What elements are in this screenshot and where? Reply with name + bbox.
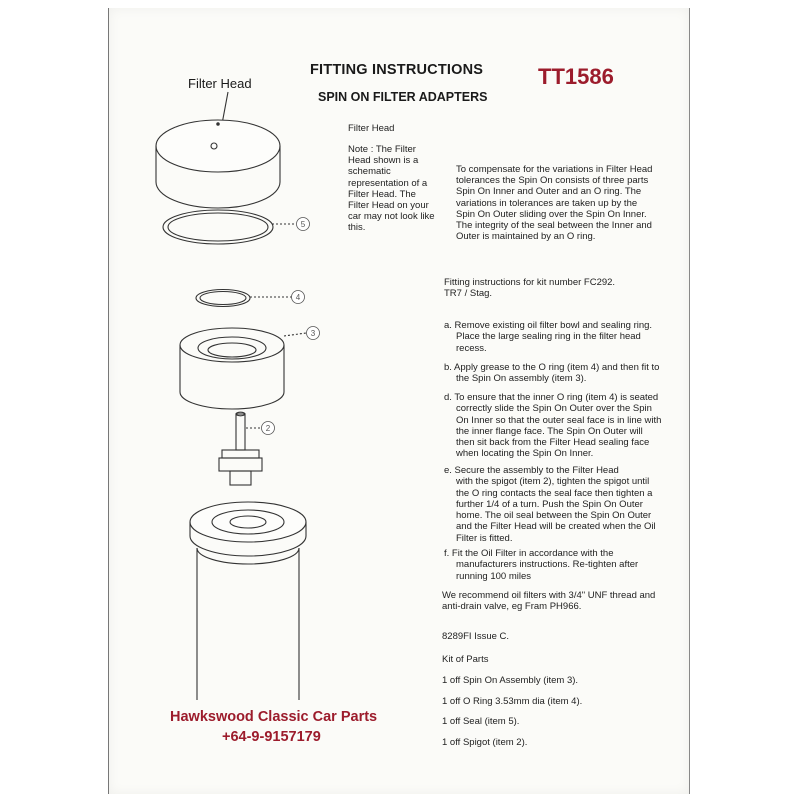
compensate-line: To compensate for the variations in Filter Head	[456, 164, 653, 175]
step-d-line: the inner flange face. The Spin On Outer will	[456, 425, 643, 437]
note-line: schematic	[348, 166, 391, 178]
kit-item: 1 off O Ring 3.53mm dia (item 4).	[442, 696, 583, 707]
spin-on-assembly-item-3-drawing	[180, 328, 306, 409]
filter-head-diagram-label: Filter Head	[188, 76, 252, 91]
part-code-label: TT1586	[538, 64, 614, 89]
step-a-line: recess.	[456, 342, 487, 354]
step-e-line: and the Filter Head will be created when the Oil	[456, 521, 656, 533]
callout-2-label: 2	[265, 424, 271, 433]
compensate-line: Outer is maintained by an O ring.	[456, 231, 596, 243]
kit-item: 1 off Seal (item 5).	[442, 716, 520, 727]
step-d-line: correctly slide the Spin On Outer over the Spin	[456, 403, 652, 415]
filter-head-drawing	[156, 120, 280, 208]
label-leader-line	[222, 92, 228, 124]
issue-label: 8289FI Issue C.	[442, 631, 510, 642]
recommendation	[442, 590, 655, 612]
note-heading: Filter Head	[348, 123, 395, 134]
step-f-line: f. Fit the Oil Filter in accordance with the	[444, 548, 614, 559]
recommendation-line: anti-drain valve, eg Fram PH966.	[442, 601, 582, 613]
step-e-line: further 1/4 of a turn. Push the Spin On Outer	[456, 498, 643, 510]
callout-3-label: 3	[310, 329, 316, 338]
step-e-line: home. The oil seal between the Spin On Outer	[456, 510, 652, 522]
kit-item: 1 off Spin On Assembly (item 3).	[442, 675, 579, 686]
compensate-line: The integrity of the seal between the Inner and	[456, 220, 652, 232]
page-title: FITTING INSTRUCTIONS	[310, 62, 484, 78]
recommendation-line: We recommend oil filters with 3/4" UNF thread and	[442, 590, 656, 601]
compensate-line: Spin On Inner and Outer and an O ring. The	[456, 186, 642, 198]
step-e	[444, 465, 656, 544]
company-name: Hawkswood Classic Car Parts	[170, 709, 378, 725]
step-a-line: Place the large sealing ring in the filter head	[456, 331, 641, 343]
note-line: Note : The Filter	[348, 144, 416, 155]
step-d-line: then sit back from the Filter Head sealing face	[456, 437, 650, 449]
step-e-line: with the spigot (item 2), tighten the spigot until	[456, 476, 650, 488]
step-f-line: manufacturers instructions. Re-tighten after	[456, 559, 639, 571]
kit-intro-line: TR7 / Stag.	[444, 288, 493, 300]
kit-heading: Kit of Parts	[442, 654, 489, 665]
step-d-line: On Inner so that the outer seal face is in line with	[456, 414, 662, 426]
note-line: representation of a	[348, 177, 428, 189]
compensate-paragraph	[456, 164, 652, 242]
step-e-line: the O ring contacts the seal face then tighten a	[456, 487, 653, 499]
step-d	[444, 392, 661, 460]
callout-4-label: 4	[295, 293, 301, 302]
seal-item-5-drawing	[163, 210, 296, 244]
page-subtitle: SPIN ON FILTER ADAPTERS	[318, 90, 488, 104]
oil-filter-drawing	[190, 502, 306, 700]
compensate-line: variations in tolerances are taken up by the	[456, 197, 638, 209]
step-b-line: b. Apply grease to the O ring (item 4) and then fit to	[444, 362, 660, 373]
step-b	[444, 362, 659, 385]
step-b-line: the Spin On assembly (item 3).	[456, 373, 587, 385]
note-line: car may not look like	[348, 211, 435, 223]
spigot-item-2-drawing	[219, 412, 262, 485]
note-line: Filter Head on your	[348, 200, 429, 212]
step-e-line: Filter is fitted.	[456, 532, 513, 544]
compensate-line: Spin On Outer sliding over the Spin On Inner.	[456, 208, 647, 220]
kit-intro	[444, 277, 615, 299]
note-paragraph	[348, 144, 435, 234]
o-ring-item-4-drawing	[196, 290, 292, 307]
compensate-line: tolerances the Spin On consists of three parts	[456, 175, 649, 187]
company-phone: +64-9-9157179	[222, 729, 321, 745]
step-d-line: d. To ensure that the inner O ring (item 4) is seated	[444, 392, 659, 403]
step-f-line: running 100 miles	[456, 570, 531, 582]
kit-intro-line: Fitting instructions for kit number FC292.	[444, 277, 616, 288]
step-d-line: when locating the Spin On Inner.	[456, 448, 594, 460]
note-line: this.	[348, 222, 366, 234]
step-a-line: a. Remove existing oil filter bowl and sealing ring.	[444, 320, 653, 331]
step-e-line: e. Secure the assembly to the Filter Head	[444, 465, 619, 476]
note-line: Head shown is a	[348, 155, 419, 167]
kit-item: 1 off Spigot (item 2).	[442, 737, 528, 748]
step-f	[444, 548, 638, 582]
note-line: Filter Head. The	[348, 188, 416, 200]
callout-5-label: 5	[300, 220, 306, 229]
step-a	[444, 320, 652, 354]
